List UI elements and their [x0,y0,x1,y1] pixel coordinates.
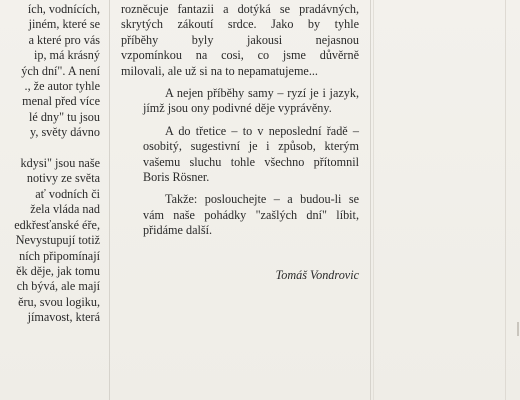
text-line: milovali, ale už si na to nepamatujeme... [121,63,318,78]
edge-mark [509,322,519,336]
left-line-spacer [0,141,100,156]
text-line: příběhy byly jakousi nejasnou [121,32,359,47]
text-line: osobitý, sugestivní je i způsob, kterým [143,139,359,154]
left-line: notivy ze světa [26,171,100,186]
text-line: vašemu sluchu tohle všechno přítomnil [143,154,359,169]
text-line: Takže: poslouchejte – a budou-li se [165,192,359,207]
left-line: ., že autor tyhle [24,79,100,94]
left-line: žela vláda nad [30,202,100,217]
left-line: Nevystupují totiž [15,233,100,248]
text-line: Boris Rösner. [143,170,210,185]
left-line: ěru, svou logiku, [18,294,100,309]
text-line: vzpomínkou na cosi, co jsme důvěrně [121,48,359,63]
left-line: ch bývá, ale mají [16,279,100,294]
text-line: vám naše pohádky "zašlých dní" líbit, [143,207,359,222]
paragraph [121,192,359,238]
paragraph [121,124,359,186]
text-line: A nejen příběhy samy – ryzí je i jazyk, [165,86,359,101]
text-line: A do třetice – to v neposlední řadě – [165,123,359,138]
left-line: ních připomínají [19,248,100,263]
author-signature: Tomáš Vondrovic [275,268,359,282]
left-line: menal před více [22,94,100,109]
left-line: ěk děje, jak tomu [16,263,100,278]
fold-line-middle [370,0,371,400]
text-line: přidáme další. [143,223,213,238]
left-line: lé dny" tu jsou [29,109,100,124]
fold-line-middle-shadow [373,0,374,400]
left-line: kdysi" jsou naše [20,156,100,171]
paragraph [121,2,359,79]
left-line: ích, vodnících, [27,2,100,16]
paragraph [121,86,359,117]
left-line: edkřesťanské éře, [14,217,100,232]
middle-column-text [121,2,359,246]
text-line: jímž jsou ony podivné děje vyprávěny. [143,101,332,116]
fold-line-left [109,0,110,400]
fold-line-right [505,0,506,400]
left-line: a které pro vás [28,32,100,47]
text-line: rozněcuje fantazii a dotýká se pradávných, [121,2,359,16]
left-line: y, světy dávno [30,125,100,140]
text-line: skrytých zákoutí srdce. Jako by tyhle [121,17,359,32]
left-line: jiném, které se [28,17,100,32]
left-line: ať vodních či [35,186,100,201]
left-line: ip, má krásný [33,48,100,63]
left-column-text [0,2,100,326]
left-line: ých dní". A není [21,63,100,78]
left-line: jímavost, která [27,310,100,325]
